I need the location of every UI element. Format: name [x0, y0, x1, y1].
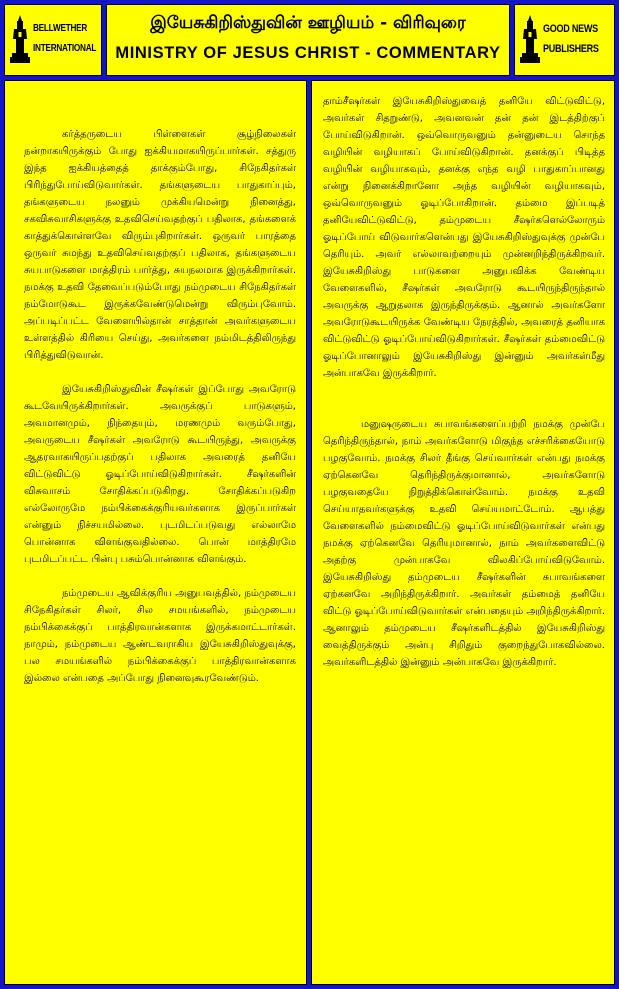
title-panel	[106, 4, 510, 76]
bell-tower-icon	[9, 15, 31, 63]
left-paragraph-2: இயேசுகிறிஸ்துவின் சீஷர்கள் இப்போது அவரோடு கூடவேயிருக்கிறார்கள். அவருக்குப் பாடுகளும், அவமானமும், நிந்தையும், மரணமும் வரும்போது, அவருடைய சீஷர்கள் அவரோடு கூடயிருந்து, அவருக்கு ஆதரவாகயிருப்பதற்குப் பதிலாக அவரைத் தனியே விட்டுவிட்டு ஓடிப்போய்விடுகிறார்கள். சீஷர்களின் விசுவாசம் சோதிக்கப்படுகிறது. சோதிக்கப்படுகிற எல்லோருமே நம்பிக்கைக்குரியவர்களாக இருப்பார்கள் என்னும் நிச்சயமில்லை. புடமிடப்படுவது எல்லாமே பொன்னாக விளங்குவதில்லை. பொன் மாத்திரமே புடமிடப்பட்ட பின்பு பசும்பொன்னாக விளங்கும்.	[24, 384, 296, 565]
right-column	[311, 80, 615, 985]
good-news-logo-line2: PUBLISHERS	[543, 43, 599, 55]
good-news-logo	[519, 15, 611, 63]
page-title-english: MINISTRY OF JESUS CHRIST - COMMENTARY	[115, 44, 501, 62]
right-column-text	[323, 93, 605, 688]
left-paragraph-3: நம்முடைய ஆவிக்குரிய அனுபவத்தில், நம்முடைய சிநேகிதர்கள் சிலர், சில சமயங்களில், நம்முடைய நம்பிக்கைக்குப் பாத்திரவான்களாக இருக்கமாட்டார்கள். நாமும், நம்முடைய ஆண்டவராகிய இயேசுகிறிஸ்துவுக்கு, பல சமயங்களில் நம்பிக்கைக்குப் பாத்திரவான்களாக இல்லை என்பதை அப்போது நினைவுகூரவேண்டும்.	[24, 588, 296, 684]
bell-tower-icon	[519, 15, 541, 63]
left-paragraph-1: கர்த்தருடைய பிள்ளைகள் சூழ்நிலைகள் நன்றாகயிருக்கும் போது ஐக்கியமாகயிருப்பார்கள். சத்துரு இந்த ஐக்கியத்தைத் தாக்கும்போது, சிநேகிதர்கள் பிரிந்துபோய்விடுவார்கள். தங்களுடைய பாதுகாப்பும், தங்களுடைய நலனும் முக்கியமென்று நினைத்து, சகவிசுவாசிகளுக்கு உதவிசெய்வதற்குப் பதிலாக, தங்களைக் காத்துக்கொள்ளவே விரும்புகிறார்கள். ஒருவர் பாரத்தை ஒருவர் சுமந்து உதவிசெய்வதற்குப் பதிலாக, தங்களுடைய சுயபாடுகளை மாத்திரம் பார்த்து, சுயநலமாக இருக்கிறார்கள். நமக்கு உதவி தேவைப்படும்போது நம்முடைய சிநேகிதர்கள் நம்மோடுகூட இருக்கவேண்டுமென்று விரும்புவோம். அப்படிப்பட்ட வேளையில்தான் சாத்தான் அவர்களுடைய உள்ளத்தில் கிரியை செய்து, அவர்களை நம்மிடத்திலிருந்து பிரித்துவிடுவான்.	[24, 129, 296, 361]
bellwether-logo-line1: BELLWETHER	[33, 23, 88, 34]
right-paragraph-2: மனுஷருடைய சுபாவங்களைப்பற்றி நமக்கு முன்பே தெரிந்திருந்தால், நாம் அவர்களோடு மிகுந்த எச்சரிக்கையோடு பழகுவோம். நமக்கு சிலர் தீங்கு செய்வார்கள் என்பது நமக்கு ஏற்கெனவே தெரிந்திருக்குமானால், அவர்களோடு பழகுவதையே நிறுத்திக்கொள்வோம். நமக்கு உதவி செய்யாதவர்களுக்கு உதவி செய்யமாட்டோம். ஆபத்து வேளைகளில் நம்மைவிட்டு ஓடிப்போய்விடுவார்கள் என்பது நமக்கு ஏற்கெனவே தெரியுமானால், நாம் அவர்களைவிட்டு அதற்கு முன்பாகவே விலகிப்போய்விடுவோம். இயேசுகிறிஸ்து தம்முடைய சீஷர்களின் சுபாவங்களை ஏற்கனவே அறிந்திருக்கிறார். அவர்கள் தம்மைத் தனியே விட்டு ஓடிப்போய்விடுவார்கள் என்பதையும் அறிந்திருக்கிறார். ஆனாலும் தம்முடைய சீஷர்களிடத்தில் இயேசுகிறிஸ்து வைத்திருக்கும் அன்பு சிறிதும் குறைந்துபோகவில்லை. அவர்களிடத்தில் இன்னும் அன்பாகவே இருக்கிறார்.	[323, 419, 605, 668]
bellwether-logo-line2: INTERNATIONAL	[33, 43, 97, 54]
bellwether-logo	[9, 15, 102, 63]
right-paragraph-1: தாம்சீஷர்கள் இயேசுகிறிஸ்துவைத் தனியே விட்டுவிட்டு, அவர்கள் சிதறுண்டு, அவனவன் தன் தன் இடத்திற்குப் போய்விடுகிறான். ஒவ்வொருவனும் தன்னுடைய சொந்த வழியின் வழியாகப் போய்விடுகிறான். தனக்குப் பிடித்த வழியின் வழியாகவும், தனக்கு எந்த வழி பாதுகாப்பானது என்று நினைக்கிறானோ அந்த வழியின் வழியாகவும், ஒவ்வொருவனும் ஓடிப்போகிறான். தம்மை இப்படித் தனியேவிட்டுவிட்டு, தம்முடைய சீஷர்களெல்லோரும் ஓடிப்போய் விடுவார்களென்பது இயேசுகிறிஸ்துவுக்கு முன்பே தெரியும். அவர் எல்லாவற்றையும் முன்னறிந்திருக்கிறவர். இயேசுகிறிஸ்து பாடுகளை அனுபவிக்க வேண்டிய வேளைகளில், சீஷர்கள் அவரோடு கூடயிருந்திருந்தால் அவருக்கு ஆறுதலாக இருந்திருக்கும். ஆனால் அவர்களோ அவரோடுகூடயிருக்க வேண்டிய நேரத்தில், அவரைத் தனியாக விட்டுவிட்டு ஓடிப்போய்விடுகிறார்கள். சீஷர்கள் தம்மைவிட்டு ஓடிப்போனாலும் இயேசுகிறிஸ்து இன்னும் அவர்கள்மீது அன்பாகவே இருக்கிறார்.	[323, 96, 605, 379]
left-column-text	[24, 126, 296, 704]
left-column	[4, 80, 307, 985]
good-news-logo-panel	[514, 4, 615, 76]
bellwether-logo-panel	[4, 4, 102, 76]
good-news-logo-line1: GOOD NEWS	[543, 23, 598, 35]
page-title-tamil: இயேசுகிறிஸ்துவின் ஊழியம் - விரிவுரை	[150, 13, 466, 33]
